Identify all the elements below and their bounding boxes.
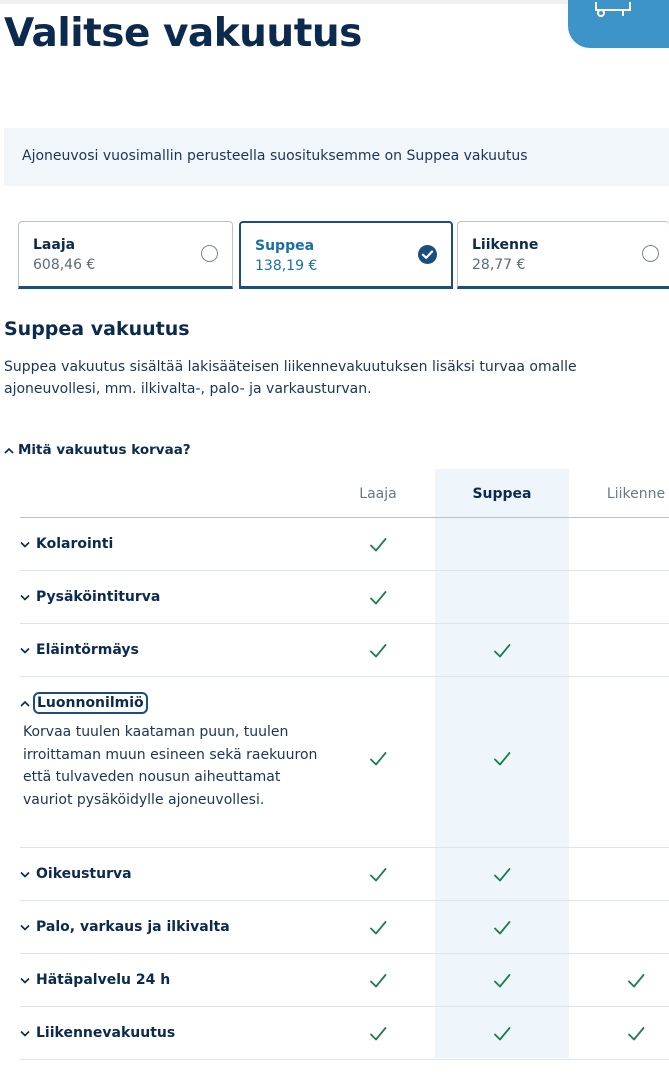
table-row [20,518,669,571]
check-icon-suppea [492,641,512,661]
check-icon-laaja [368,535,388,555]
check-icon-laaja [368,918,388,938]
chevron-up-icon [4,442,18,458]
option-price: 608,46 € [33,257,96,273]
check-icon-suppea [492,1024,512,1044]
row-detail: Korvaa tuulen kaataman puun, tuulen irroittaman muun esineen sekä raekuuron että tulvaveden nousun aiheuttamat vauriot pysäköidylle ajoneuvollesi. [23,724,318,808]
check-icon-suppea [492,865,512,885]
check-icon-laaja [368,641,388,661]
row-label: Pysäköintiturva [36,589,161,605]
check-icon-suppea [492,918,512,938]
row-toggle[interactable] [20,866,132,882]
table-row [20,848,669,901]
chevron-down-icon [20,972,36,988]
row-label: Hätäpalvelu 24 h [36,972,171,988]
row-label: Oikeusturva [36,866,132,882]
chevron-down-icon [20,1025,36,1041]
option-price: 28,77 € [472,257,526,273]
table-row [20,1007,669,1060]
option-laaja[interactable] [18,221,233,289]
check-circle-icon[interactable] [418,245,437,264]
option-suppea[interactable] [239,221,453,289]
details-heading: Suppea vakuutus [4,318,190,340]
recommendation-text: Ajoneuvosi vuosimallin perusteella suosituksemme on Suppea vakuutus [22,148,528,164]
check-icon-suppea [492,749,512,769]
chevron-down-icon [20,589,36,605]
option-name: Suppea [255,238,315,254]
table-row [20,571,669,624]
row-label: Kolarointi [36,536,114,552]
table-row [20,677,669,848]
chevron-down-icon [20,642,36,658]
check-icon-suppea [492,971,512,991]
coverage-section-toggle[interactable] [4,442,191,458]
table-row [20,954,669,1007]
row-toggle[interactable] [20,1025,175,1041]
radio-icon[interactable] [201,245,218,262]
page-title: Valitse vakuutus [4,11,362,56]
table-row [20,901,669,954]
option-price: 138,19 € [255,258,318,274]
check-icon-laaja [368,971,388,991]
row-toggle[interactable] [20,695,145,711]
check-icon-laaja [368,1024,388,1044]
check-icon-liikenne [626,971,646,991]
vehicle-badge [568,0,669,48]
details-description: Suppea vakuutus sisältää lakisääteisen liikennevakuutuksen lisäksi turvaa omalle ajoneuvollesi, mm. ilkivalta-, palo- ja varkausturvan. [4,359,577,397]
chevron-down-icon [20,536,36,552]
recommendation-banner [4,128,669,186]
column-header-liikenne: Liikenne [606,486,666,502]
row-label: Palo, varkaus ja ilkivalta [36,919,230,935]
chevron-down-icon [20,866,36,882]
row-label: Eläintörmäys [36,642,139,658]
row-toggle[interactable] [20,919,230,935]
check-icon-liikenne [626,1024,646,1044]
row-toggle[interactable] [20,589,160,605]
row-label: Liikennevakuutus [36,1025,176,1041]
option-name: Laaja [33,237,76,253]
column-header-laaja: Laaja [359,486,397,502]
check-icon-laaja [368,588,388,608]
radio-icon[interactable] [642,245,659,262]
table-row [20,624,669,677]
check-icon-laaja [368,865,388,885]
option-name: Liikenne [472,237,539,253]
trailer-icon [590,0,636,22]
row-toggle[interactable] [20,536,113,552]
chevron-up-icon [20,695,36,711]
row-label: Luonnonilmiö [37,695,144,711]
coverage-section-title: Mitä vakuutus korvaa? [18,442,191,458]
option-liikenne[interactable] [457,221,669,289]
check-icon-laaja [368,749,388,769]
row-toggle[interactable] [20,972,170,988]
column-header-suppea: Suppea [472,486,532,502]
row-toggle[interactable] [20,642,139,658]
chevron-down-icon [20,919,36,935]
